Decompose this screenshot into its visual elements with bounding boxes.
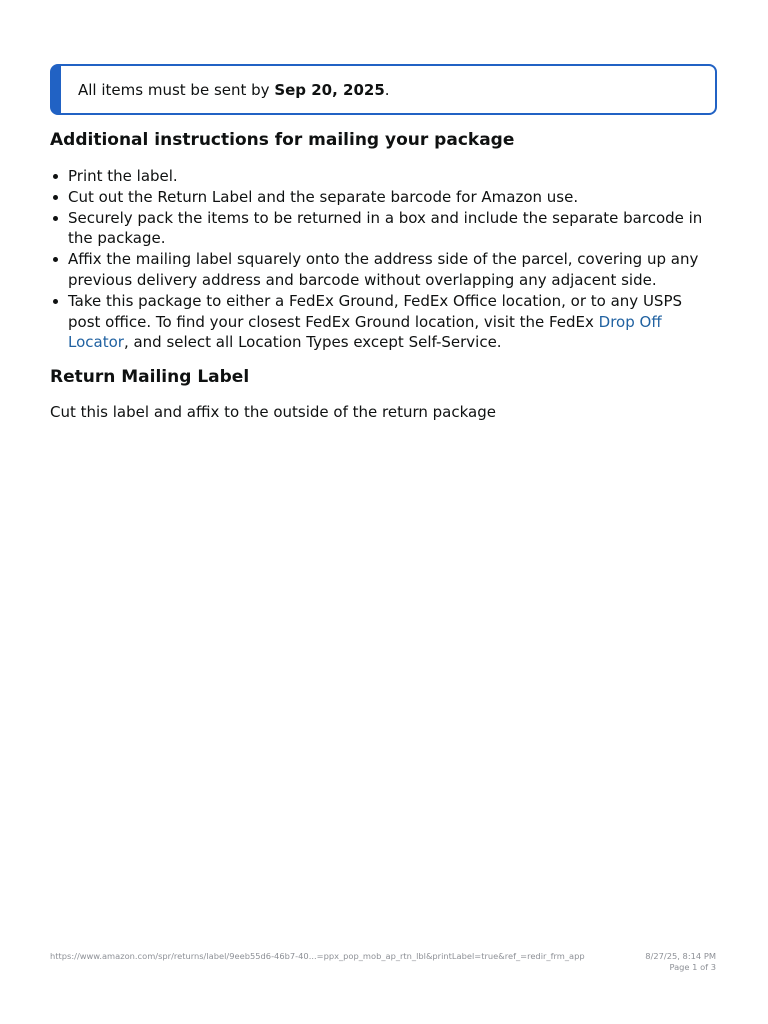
deadline-alert-text <box>78 80 390 100</box>
deadline-alert-suffix: . <box>384 81 390 99</box>
instructions-list <box>50 166 718 353</box>
instruction-item-text: Print the label. <box>68 167 178 185</box>
instruction-item <box>50 291 718 353</box>
drop-off-locator-link[interactable]: Drop Off Locator <box>68 312 662 352</box>
instruction-item-text-before: Take this package to either a FedEx Ground, FedEx Office location, or to any USPS post office. To find your closest FedEx Ground location, visit the FedEx <box>68 291 683 331</box>
footer-url: https://www.amazon.com/spr/returns/label/9eeb55d6-46b7-40...=ppx_pop_mob_ap_rtn_lbl&printLabel=true&ref_=redir_frm_app <box>50 951 585 961</box>
instruction-item <box>50 249 718 291</box>
instruction-item-text: Affix the mailing label squarely onto the address side of the parcel, covering up any previous delivery address and barcode without overlapping any adjacent side. <box>68 250 699 289</box>
instruction-item-text-after: , and select all Location Types except Self-Service. <box>123 333 502 352</box>
instruction-item-text: Securely pack the items to be returned in a box and include the separate barcode in the package. <box>68 208 703 248</box>
footer-meta <box>645 951 716 973</box>
footer-datetime: 8/27/25, 8:14 PM <box>645 951 716 961</box>
deadline-alert-prefix: All items must be sent by <box>78 81 275 99</box>
instruction-item <box>50 187 718 208</box>
instructions-heading: Additional instructions for mailing your package <box>50 130 515 150</box>
return-label-instruction: Cut this label and affix to the outside of the return package <box>50 403 496 421</box>
instruction-item-text: Cut out the Return Label and the separate barcode for Amazon use. <box>68 187 579 206</box>
return-label-heading: Return Mailing Label <box>50 367 250 387</box>
footer-page-number: Page 1 of 3 <box>669 962 716 972</box>
deadline-alert <box>50 64 717 115</box>
deadline-date: Sep 20, 2025 <box>274 81 385 99</box>
instruction-item <box>50 208 718 250</box>
instruction-item <box>50 166 718 187</box>
